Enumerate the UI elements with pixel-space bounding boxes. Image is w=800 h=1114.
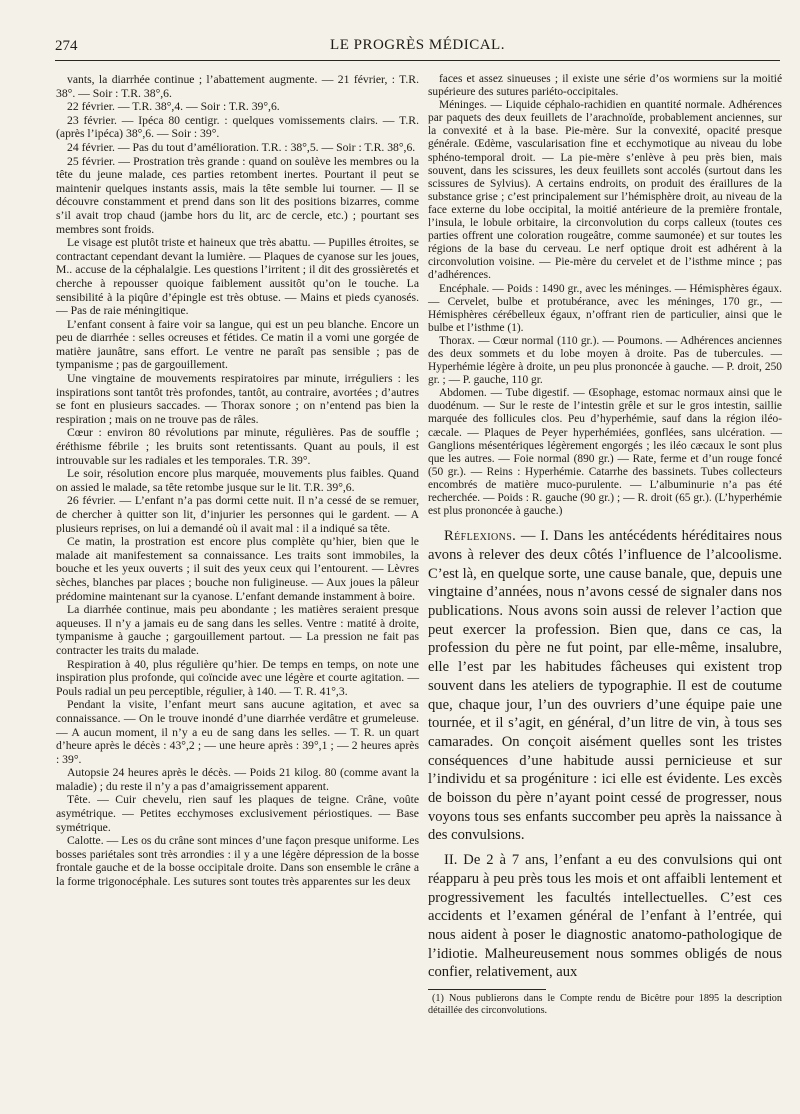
paragraph: vants, la diarrhée continue ; l’abattement augmente. — 21 février, : T.R. 38°. — Soir : T.R. 38°,6. xyxy=(56,73,419,100)
reflexions-section xyxy=(428,527,782,982)
right-column xyxy=(428,73,782,1103)
paragraph xyxy=(428,527,782,845)
paragraph: Thorax. — Cœur normal (110 gr.). — Poumons. — Adhérences anciennes des deux sommets et du lobe moyen à droite. Pas de tubercules. — Hyperhémie légère à droite, un peu plus prononcée à gauche. — P. droit, 250 gr. ; — P. gauche, 110 gr. xyxy=(428,334,782,387)
paragraph: Abdomen. — Tube digestif. — Œsophage, estomac normaux ainsi que le duodénum. — Sur le reste de l’intestin grêle et sur le gros intestin, saillie marquée des follicules clos. Peu d’hyperhémie, sauf dans la région iléo-cæcale. — Plaques de Peyer hyperhémiées, gonflées, sans ulcération. — Ganglions mésentériques légèrement engorgés ; les iléo cæcaux le sont plus que les autres. — Foie normal (890 gr.) — Rate, ferme et d’un rouge foncé (50 gr.). — Reins : Hyperhémie. Catarrhe des bassinets. Tubes collecteurs encombrés de matière muco-purulente. — L’albuminurie n’a pas été recherchée. — Poids : R. gauche (90 gr.) ; — R. droit (65 gr.). (L’hyperhémie est plus prononcée à gauche.) xyxy=(428,387,782,518)
paragraph: La diarrhée continue, mais peu abondante ; les matières seraient presque aqueuses. Il n’y a jamais eu de sang dans les selles. Ventre : matité à droite, tympanisme à gauche ; gargouillement partout. — La pression ne fait pas contracter les traits du malade. xyxy=(56,603,419,657)
running-title: LE PROGRÈS MÉDICAL. xyxy=(330,37,505,53)
paragraph: 25 février. — Prostration très grande : quand on soulève les membres ou la tête du jeune malade, ces parties retombent inertes. Pourtant il peut se maintenir quelques instants assis, mais la tête semble lui tourner. — Il se découvre constamment et prend dans son lit des positions bizarres, comme s’il avait trop chaud (jambe hors du lit, arc de cercle, etc.) ; pourtant ses membres sont froids. xyxy=(56,154,419,236)
paragraph: Une vingtaine de mouvements respiratoires par minute, irréguliers : les inspirations sont tantôt très profondes, tantôt, au contraire, avortées ; d’autres se font en plusieurs saccades. — Thorax sonore ; on n’entend pas bien la respiration ; mais on ne trouve pas de râles. xyxy=(56,372,419,426)
paragraph: Cœur : environ 80 révolutions par minute, régulières. Pas de souffle ; éréthisme fébrile ; les bruits sont retentissants. Quant au pouls, il est introuvable sur les radiales et les temporales. T.R. 39°. xyxy=(56,426,419,467)
reflexions-text: — I. Dans les antécédents héréditaires nous avons à relever des deux côtés l’influence de l’alcoolisme. C’est là, en quelque sorte, une cause banale, que, depuis une vingtaine d’années, nous n’avons cessé de signaler dans nos publications. Nous avons soin aussi de relever l’action que peut exercer la profession. Bien que, dans ce cas, la profession du père ne fut point, par elle-même, insalubre, elle l’est par les habitudes fâcheuses qui existent trop souvent dans les ateliers de typographie. Il est de coutume que, chaque jour, l’un des ouvriers d’une équipe paie une tournée, et il s’agit, en général, d’un litre de vin, à tous ses camarades. On conçoit aisément quelles sont les tristes conséquences d’une habitude aussi pernicieuse et sur l’individu et sa progéniture : ici elle est évidente. Les excès de boisson du père n’ayant point cessé de progresser, nous voyons tous ses enfants succomber peu après la naissance à des convulsions. xyxy=(428,528,782,844)
paragraph: Méninges. — Liquide céphalo-rachidien en quantité normale. Adhérences par paquets des deux feuillets de l’arachnoïde, probablement anciennes, sur la convexité et à la base. Pie-mère. Sur la convexité, opacité presque générale. Œdème, vascularisation fine et ecchymotique au niveau du lobe sphéno-temporal droit. — La pie-mère s’enlève à peu près bien, mais souvent, dans les scissures, les deux feuillets sont accolés (surtout dans les scissures de Sylvius). A certains endroits, on produit des éraillures de la substance grise ; c’est principalement sur l’hémisphère droit, au niveau de la face externe du lobe occipital, la moitié antérieure de la première frontale, l’insula, le lobule orbitaire, la circonvolution du corps calleux (toutes ces parties offrent une coloration rougeâtre, comme saumonée) et sur toutes les régions de la base du cerveau. Le nerf optique droit est adhérent à la circonvolution voisine. — Pie-mère du cervelet et de l’isthme mince ; pas d’adhérences. xyxy=(428,99,782,282)
paragraph: 22 février. — T.R. 38°,4. — Soir : T.R. 39°,6. xyxy=(67,100,280,114)
page-header xyxy=(55,36,780,58)
footnote-rule xyxy=(428,989,546,990)
paragraph: Tête. — Cuir chevelu, rien sauf les plaques de teigne. Crâne, voûte asymétrique. — Petites ecchymoses exclusivement périostiques. — Base symétrique. xyxy=(56,793,419,834)
paragraph: 26 février. — L’enfant n’a pas dormi cette nuit. Il n’a cessé de se remuer, de chercher à quitter son lit, d’injurier les personnes qui le gardent. — A plusieurs reprises, on lui a demandé où il avait mal : il a indiqué sa tête. xyxy=(56,494,419,535)
header-rule xyxy=(55,60,780,61)
paragraph: Autopsie 24 heures après le décès. — Poids 21 kilog. 80 (comme avant la maladie) ; du reste il n’y a pas d’amaigrissement apparent. xyxy=(56,766,419,793)
paragraph: faces et assez sinueuses ; il existe une série d’os wormiens sur la moitié supérieure des sutures pariéto-occipitales. xyxy=(428,73,782,99)
paragraph: Encéphale. — Poids : 1490 gr., avec les méninges. — Hémisphères égaux. — Cervelet, bulbe et protubérance, avec les méninges, 170 gr., — Hémisphères cérébelleux égaux, n’offrant rien de particulier, ainsi que le bulbe et l’isthme (1). xyxy=(428,282,782,334)
paragraph: 24 février. — Pas du tout d’amélioration. T.R. : 38°,5. — Soir : T.R. 38°,6. xyxy=(67,140,416,154)
left-column xyxy=(56,73,419,1093)
footnote xyxy=(428,993,782,1017)
paragraph: Ce matin, la prostration est encore plus complète qu’hier, bien que le malade ait manifestement sa connaissance. Les traits sont immobiles, la bouche et les yeux ouverts ; il suit des yeux ceux qui l’entourent. — Lèvres sèches, blanches par places ; bouche non fuligineuse. — Aux joues la pâleur prédomine maintenant sur la cyanose. L’enfant demande instamment à boire. xyxy=(56,535,419,603)
paragraph: Respiration à 40, plus régulière qu’hier. De temps en temps, on note une inspiration plus profonde, qui coïncide avec une légère et courte agitation. — Pouls radial un peu perceptible, régulier, à 140. — T. R. 41°,3. xyxy=(56,657,419,698)
paragraph: 23 février. — Ipéca 80 centigr. : quelques vomissements clairs. — T.R. (après l’ipéca) 38°,6. — Soir : 39°. xyxy=(56,113,419,141)
paragraph: L’enfant consent à faire voir sa langue, qui est un peu blanche. Encore un peu de diarrhée : selles ocreuses et fétides. Ce matin il a vomi une gorgée de matière jaunâtre, sans effort. Le ventre ne paraît pas sensible ; pas de tympanisme ; pas de gargouillement. xyxy=(56,317,419,372)
reflexions-heading: Réflexions. xyxy=(444,528,517,545)
autopsy-continuation xyxy=(428,73,782,518)
footnote-text: (1) Nous publierons dans le Compte rendu de Bicêtre pour 1895 la description détaillée des circonvolutions. xyxy=(428,993,782,1017)
paragraph: Le visage est plutôt triste et haineux que très abattu. — Pupilles étroites, se contractant cependant devant la lumière. — Plaques de cyanose sur les joues, M.. accuse de la céphalalgie. Les questions l’irritent ; il dit des grossièretés et cherche à repousser quoique faiblement aussitôt qu’on le touche. La sensibilité à la piqûre d’épingle est très obtuse. — Mains et pieds cyanosés. — Pas de raie méningitique. xyxy=(56,236,419,318)
page-number: 274 xyxy=(55,38,78,54)
paragraph: II. De 2 à 7 ans, l’enfant a eu des convulsions qui ont réapparu à peu près tous les mois et ont affaibli lentement et progressivement les facultés intellectuelles. C’est ces accidents et l’examen général de l’enfant à l’entrée, qui nous aident à poser le diagnostic anatomo-pathologique de l’idiotie. Malheureusement nous sommes obligés de nous confier, relativement, aux xyxy=(428,852,782,981)
paragraph: Calotte. — Les os du crâne sont minces d’une façon presque uniforme. Les bosses pariétales sont très arrondies : il y a une légère dépression de la bosse frontale gauche et de la bosse occipitale droite. Dans son ensemble le crâne a la forme trigonocéphale. Les sutures sont toutes très apparentes sur les deux xyxy=(56,834,419,889)
paragraph: Pendant la visite, l’enfant meurt sans aucune agitation, et avec sa connaissance. — On le trouve inondé d’une diarrhée verdâtre et grumeleuse. — A aucun moment, il n’y a eu de sang dans les selles. — T. R. un quart d’heure après le décès : 43°,2 ; — une heure après : 39°,1 ; — 2 heures après : 39°. xyxy=(56,698,419,766)
paragraph: Le soir, résolution encore plus marquée, mouvements plus faibles. Quand on assied le malade, sa tête retombe jusque sur le lit. T.R. 39°,6. xyxy=(56,467,419,494)
